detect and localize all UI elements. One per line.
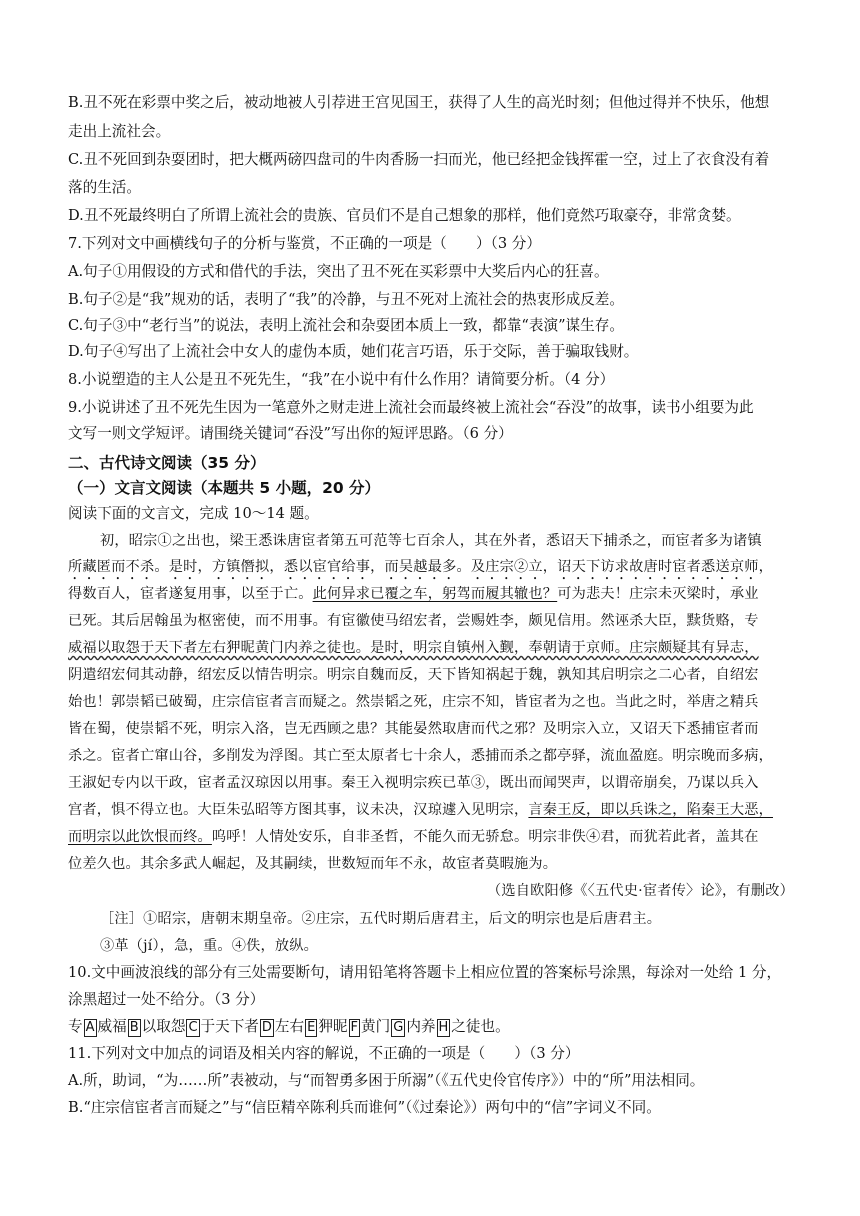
question-7: 7.下列对文中画横线句子的分析与鉴赏，不正确的一项是（ ）（3 分） bbox=[68, 235, 541, 252]
option-b-line2: 走出上流社会。 bbox=[68, 123, 171, 140]
passage-line-9: 杀之。宦者亡窜山谷，多削发为浮图。其亡至太原者七十余人，悉捕而杀之都亭驿，流血盈庭。明宗晚而多病， bbox=[68, 748, 773, 764]
q10-box-e[interactable]: E bbox=[307, 1020, 316, 1035]
question-10-options bbox=[68, 1017, 510, 1037]
passage-line-2-text: 所藏匿而不杀。是时，方镇僭拟，悉以宦官给事，而吴越最多。及庄宗②立，诏天下访求故唐时宦者悉送京师， bbox=[68, 559, 773, 575]
q10-box-h[interactable]: H bbox=[438, 1020, 449, 1035]
q10-box-g[interactable]: G bbox=[393, 1020, 404, 1035]
q10-text-6: 黄门 bbox=[361, 1018, 391, 1035]
q10-box-c[interactable]: C bbox=[188, 1020, 198, 1035]
q7-option-d: D.句子④写出了上流社会中女人的虚伪本质，她们花言巧语，乐于交际，善于骗取钱财。 bbox=[68, 343, 639, 360]
passage-line-1: 初，昭宗①之出也，梁王悉诛唐宦者第五可范等七百余人，其在外者，悉诏天下捕杀之，而宦者多为诸镇 bbox=[100, 533, 762, 549]
passage-line-6: 阴遣绍宏伺其动静，绍宏反以情告明宗。明宗自魏而反，天下皆知祸起于魏，孰知其启明宗之二心者，自绍宏 bbox=[68, 667, 759, 683]
q10-box-b[interactable]: B bbox=[129, 1020, 139, 1035]
question-9-line1: 9.小说讲述了丑不死先生因为一笔意外之财走进上流社会而最终被上流社会“吞没”的故事，读书小组要为此 bbox=[68, 399, 754, 416]
q10-text-3: 于天下者 bbox=[200, 1018, 259, 1035]
passage-line-3-start: 得数百人，宦者遂复用事，以至于亡。 bbox=[68, 586, 313, 602]
underlined-sentence-1: 此何异求已覆之车，躬驾而履其辙也？ bbox=[312, 586, 558, 602]
passage-source: （选自欧阳修《〈五代史·宦者传〉论》，有删改） bbox=[486, 883, 794, 899]
passage-line-11 bbox=[68, 800, 773, 820]
q7-option-a: A.句子①用假设的方式和借代的手法，突出了丑不死在买彩票中大奖后内心的狂喜。 bbox=[68, 263, 609, 280]
q11-option-a: A.所，助词，“为……所”表被动，与“而智勇多困于所溺”（《五代史伶官传序》）中的“所”用法相同。 bbox=[68, 1072, 705, 1089]
q10-box-a[interactable]: A bbox=[85, 1020, 95, 1035]
q10-text-5: 狎昵 bbox=[318, 1018, 348, 1035]
question-10-line2: 涂黑超过一处不给分。（3 分） bbox=[68, 991, 265, 1008]
passage-line-13: 位差久也。其余多武人崛起，及其嗣续，世数短而年不永，故宦者莫暇施为。 bbox=[68, 856, 558, 872]
q10-box-f[interactable]: F bbox=[350, 1020, 359, 1035]
question-10-line1: 10.文中画波浪线的部分有三处需要断句，请用铅笔将答题卡上相应位置的答案标号涂黑，每涂对一处给 1 分， bbox=[68, 964, 782, 981]
q7-option-c: C.句子③中“老行当”的说法，表明上流社会和杂耍团本质上一致，都靠“表演”谋生存。 bbox=[68, 317, 624, 334]
passage-line-10: 王淑妃专内以干政，宦者孟汉琼因以用事。秦王入视明宗疾已革③，既出而闻哭声，以谓帝崩矣，乃谋以兵入 bbox=[68, 775, 759, 791]
passage-line-8: 皆在蜀，使崇韬不死，明宗入洛，岂无西顾之患？其能晏然取唐而代之邪？及明宗入立，又诏天下悉捕宦者而 bbox=[68, 721, 759, 737]
wavy-line-passage: 威福以取怨于天下者左右狎昵黄门内养之徒也。是时，明宗自镇州入觐，奉朝请于京师。庄宗颇疑其有异志， bbox=[68, 640, 759, 656]
passage-line-12-end: 呜呼！人情处安乐，自非圣哲，不能久而无骄怠。明宗非佚④君，而犹若此者，盖其在 bbox=[211, 829, 759, 845]
question-8: 8.小说塑造的主人公是丑不死先生，“我”在小说中有什么作用？请简要分析。（4 分） bbox=[68, 371, 615, 388]
q10-text-7: 内养 bbox=[406, 1018, 436, 1035]
section-heading: 二、古代诗文阅读（35 分） bbox=[68, 454, 266, 472]
passage-line-2 bbox=[68, 557, 773, 583]
reading-instruction: 阅读下面的文言文，完成 10～14 题。 bbox=[68, 505, 319, 522]
q10-box-d[interactable]: D bbox=[261, 1020, 272, 1035]
option-b-line1: B.丑不死在彩票中奖之后，被动地被人引荐进王宫见国王，获得了人生的高光时刻；但他过得并不快乐，他想 bbox=[68, 94, 770, 111]
note-line-2: ③革（jí），急，重。④佚，放纵。 bbox=[100, 938, 319, 954]
q11-option-b: B.“庄宗信宦者言而疑之”与“信臣精卒陈利兵而谁何”（《过秦论》）两句中的“信”字词义不同。 bbox=[68, 1099, 661, 1116]
q10-text-1: 威福 bbox=[97, 1018, 127, 1035]
passage-line-11-start: 宫者，惧不得立也。大臣朱弘昭等方图其事，议未决，汉琼遽入见明宗， bbox=[68, 802, 529, 818]
passage-line-4: 已死。其后居翰虽为枢密使，而不用事。有宦徽使马绍宏者，尝赐姓李，颇见信用。然诬杀大臣，黩货赂，专 bbox=[68, 613, 759, 629]
q7-option-b: B.句子②是“我”规劝的话，表明了“我”的冷静，与丑不死对上流社会的热衷形成反差。 bbox=[68, 291, 624, 308]
passage-line-3-end: 可为悲夫！庄宗未灭梁时，承业 bbox=[557, 586, 759, 602]
option-c-line1: C.丑不死回到杂耍团时，把大概两磅四盘司的牛肉香肠一扫而光，他已经把金钱挥霍一空，过上了衣食没有着 bbox=[68, 151, 770, 168]
passage-line-3 bbox=[68, 584, 759, 604]
underlined-sentence-2a: 言秦王反，即以兵诛之，陷秦王大恶， bbox=[528, 802, 773, 818]
passage-line-12 bbox=[68, 827, 759, 847]
q10-text-8: 之徒也。 bbox=[451, 1018, 510, 1035]
note-line-1: ［注］①昭宗，唐朝末期皇帝。②庄宗，五代时期后唐君主，后文的明宗也是后唐君主。 bbox=[100, 911, 662, 927]
underlined-sentence-2b: 而明宗以此饮恨而终。 bbox=[68, 829, 212, 845]
question-9-line2: 文写一则文学短评。请围绕关键词“吞没”写出你的短评思路。（6 分） bbox=[68, 425, 513, 442]
q10-text-4: 左右 bbox=[274, 1018, 305, 1035]
option-d-line: D.丑不死最终明白了所谓上流社会的贵族、官员们不是自己想象的那样，他们竟然巧取豪夺，非常贪婪。 bbox=[68, 207, 741, 224]
subsection-heading: （一）文言文阅读（本题共 5 小题，20 分） bbox=[68, 479, 381, 497]
question-11: 11.下列对文中加点的词语及相关内容的解说，不正确的一项是（ ）（3 分） bbox=[68, 1045, 580, 1062]
passage-line-7: 始也！郭崇韬已破蜀，庄宗信宦者言而疑之。然崇韬之死，庄宗不知，皆宦者为之也。当此之时，举唐之精兵 bbox=[68, 694, 759, 710]
option-c-line2: 落的生活。 bbox=[68, 179, 141, 196]
q10-text-2: 以取怨 bbox=[141, 1018, 186, 1035]
q10-text-0: 专 bbox=[68, 1018, 83, 1035]
